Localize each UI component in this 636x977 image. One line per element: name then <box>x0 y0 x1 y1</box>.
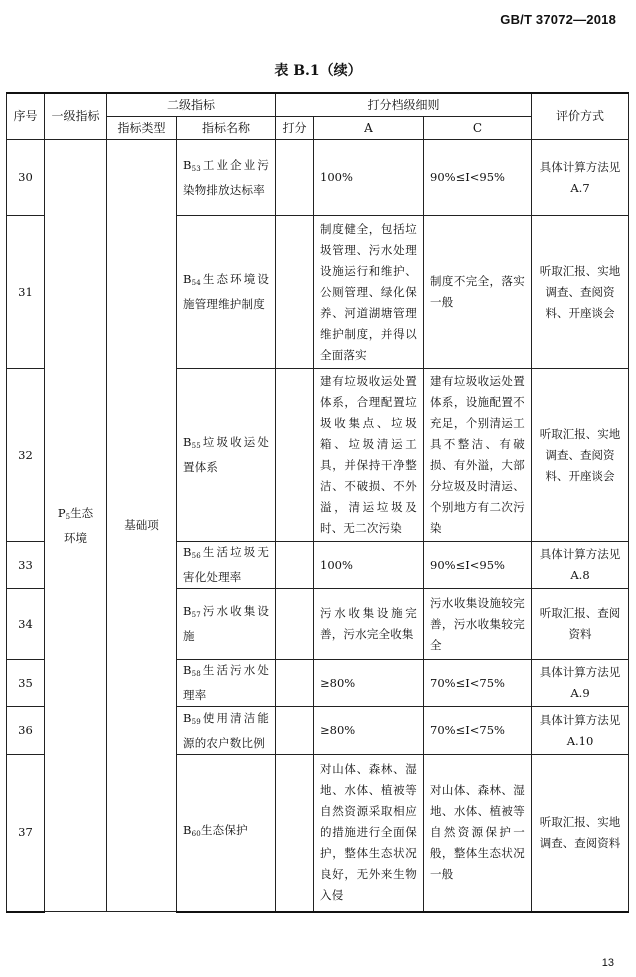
indicator-type: 基础项 <box>107 140 177 912</box>
score-cell <box>276 216 314 369</box>
indicator-name: B58生活污水处理率 <box>177 660 276 707</box>
col-level2: 二级指标 <box>107 93 276 117</box>
grade-c-cell: 90%≤I<95% <box>424 542 532 589</box>
indicator-name: B60生态保护 <box>177 755 276 912</box>
grade-a-cell: 100% <box>314 542 424 589</box>
table-row <box>7 140 629 216</box>
grade-c-cell: 建有垃圾收运处置体系，设施配置不充足，个别清运工具不整洁、有破损、有外溢，大部分垃圾及时清运、个别地方有二次污染 <box>424 369 532 542</box>
row-seq: 30 <box>7 140 45 216</box>
col-level2-name: 指标名称 <box>177 117 276 140</box>
grade-a-cell: 污水收集设施完善，污水完全收集 <box>314 589 424 660</box>
row-seq: 31 <box>7 216 45 369</box>
score-cell <box>276 140 314 216</box>
row-seq: 37 <box>7 755 45 912</box>
col-level2-type: 指标类型 <box>107 117 177 140</box>
score-cell <box>276 589 314 660</box>
row-seq: 36 <box>7 707 45 755</box>
col-score: 打分 <box>276 117 314 140</box>
indicator-name: B59使用清洁能源的农户数比例 <box>177 707 276 755</box>
score-cell <box>276 755 314 912</box>
grade-a-cell: 对山体、森林、湿地、水体、植被等自然资源采取相应的措施进行全面保护，整体生态状况良好，无外来生物入侵 <box>314 755 424 912</box>
method-cell: 具体计算方法见 A.10 <box>532 707 629 755</box>
col-method: 评价方式 <box>532 93 629 140</box>
indicator-name: B54生态环境设施管理维护制度 <box>177 216 276 369</box>
page-number: 13 <box>601 957 614 969</box>
col-level1: 一级指标 <box>45 93 107 140</box>
method-cell: 具体计算方法见 A.9 <box>532 660 629 707</box>
grade-c-cell: 污水收集设施较完善，污水收集较完全 <box>424 589 532 660</box>
score-cell <box>276 707 314 755</box>
method-cell: 听取汇报、实地调查、查阅资料、开座谈会 <box>532 216 629 369</box>
standard-code: GB/T 37072—2018 <box>500 12 616 27</box>
col-seq: 序号 <box>7 93 45 140</box>
row-seq: 33 <box>7 542 45 589</box>
grade-c-cell: 70%≤I<75% <box>424 660 532 707</box>
row-seq: 32 <box>7 369 45 542</box>
score-cell <box>276 542 314 589</box>
grade-a-cell: ≥80% <box>314 660 424 707</box>
level1-indicator: P5生态 环境 <box>45 140 107 912</box>
grade-c-cell: 90%≤I<95% <box>424 140 532 216</box>
grade-a-cell: 制度健全，包括垃圾管理、污水处理设施运行和维护、公厕管理、绿化保养、河道湖塘管理维护制度，并得以全面落实 <box>314 216 424 369</box>
grade-a-cell: 建有垃圾收运处置体系，合理配置垃圾收集点、垃圾箱、垃圾清运工具，并保持干净整洁、不破损、不外溢，清运垃圾及时、无二次污染 <box>314 369 424 542</box>
col-grade-c: C <box>424 117 532 140</box>
evaluation-table <box>6 92 629 913</box>
col-grade-a: A <box>314 117 424 140</box>
indicator-name: B57污水收集设施 <box>177 589 276 660</box>
grade-c-cell: 70%≤I<75% <box>424 707 532 755</box>
table-title: 表 B.1（续） <box>274 63 362 79</box>
grade-c-cell: 对山体、森林、湿地、水体、植被等自然资源保护一般，整体生态状况一般 <box>424 755 532 912</box>
method-cell: 听取汇报、实地调查、查阅资料、开座谈会 <box>532 369 629 542</box>
method-cell: 具体计算方法见 A.8 <box>532 542 629 589</box>
indicator-name: B56生活垃圾无害化处理率 <box>177 542 276 589</box>
score-cell <box>276 660 314 707</box>
indicator-name: B55垃圾收运处置体系 <box>177 369 276 542</box>
method-cell: 听取汇报、查阅资料 <box>532 589 629 660</box>
method-cell: 具体计算方法见 A.7 <box>532 140 629 216</box>
row-seq: 34 <box>7 589 45 660</box>
score-cell <box>276 369 314 542</box>
grade-a-cell: 100% <box>314 140 424 216</box>
grade-c-cell: 制度不完全，落实一般 <box>424 216 532 369</box>
col-detail: 打分档级细则 <box>276 93 532 117</box>
method-cell: 听取汇报、实地调查、查阅资料 <box>532 755 629 912</box>
row-seq: 35 <box>7 660 45 707</box>
grade-a-cell: ≥80% <box>314 707 424 755</box>
indicator-name: B53工业企业污染物排放达标率 <box>177 140 276 216</box>
